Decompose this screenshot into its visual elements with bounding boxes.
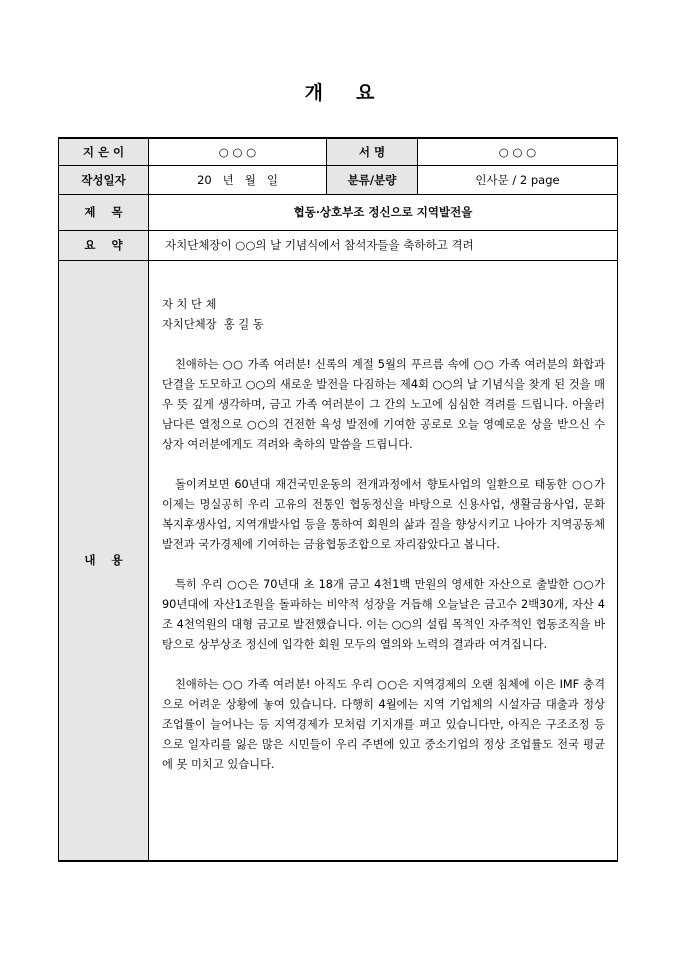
summary-label: 요 약 <box>59 230 149 260</box>
subject-label: 제 목 <box>59 194 149 230</box>
speaker-org: 자 치 단 체 <box>162 297 217 311</box>
row-date <box>59 165 618 194</box>
subject-value: 협동·상호부조 정신으로 지역발전을 <box>149 194 618 230</box>
speaker-name: 자치단체장 홍 길 동 <box>162 317 264 331</box>
paragraph-1: 친애하는 ○○ 가족 여러분! 신록의 계절 5월의 푸르름 속에 ○○ 가족 여러분의 화합과 단결을 도모하고 ○○의 새로운 발전을 다짐하는 제4회 ○○의 날 기념식을 찾게 된 것을 매우 뜻 깊게 생각하며, 금고 가족 여러분이 그 간의 노고에 심심한 격려를 드립니다. 아울러 남다른 열정으로 ○○의 건전한 육성 발전에 기여한 공로로 오늘 영예로운 상을 받으신 수상자 여러분에게도 격려와 축하의 말씀을 드립니다. <box>162 357 605 451</box>
content-label: 내 용 <box>59 260 149 861</box>
paragraph-3: 특히 우리 ○○은 70년대 초 18개 금고 4천1백 만원의 영세한 자산으로 출발한 ○○가 90년대에 자산1조원을 돌파하는 비약적 성장을 거듭해 오늘날은 금고수 2백30개, 자산 4조 4천억원의 대형 금고로 발전했습니다. 이는 ○○의 설립 목적인 자주적인 협동조직을 바탕으로 상부상조 정신에 입각한 회원 모두의 열의와 노력의 결과라 여겨집니다. <box>162 577 605 651</box>
author-value: ○ ○ ○ <box>149 138 327 165</box>
summary-value: 자치단체장이 ○○의 날 기념식에서 참석자들을 축하하고 격려 <box>149 230 618 260</box>
row-content <box>59 260 618 861</box>
row-subject <box>59 194 618 230</box>
page-title <box>0 78 680 105</box>
paragraph-2: 돌이켜보면 60년대 재건국민운동의 전개과정에서 향토사업의 일환으로 태동한 ○○가 이제는 명실공히 우리 고유의 전통인 협동정신을 바탕으로 신용사업, 생활금융사업, 문화복지후생사업, 지역개발사업 등을 통하여 회원의 삶과 질을 향상시키고 나아가 지역공동체 발전과 국가경제에 기여하는 금융협동조합으로 자리잡았다고 봅니다. <box>162 477 605 551</box>
category-label: 분류/분량 <box>327 165 418 194</box>
paragraph-4: 친애하는 ○○ 가족 여러분! 아직도 우리 ○○은 지역경제의 오랜 침체에 이은 IMF 충격으로 어려운 상황에 놓여 있습니다. 다행히 4월에는 지역 기업체의 시설자금 대출과 정상 조업률이 늘어나는 등 지역경제가 모처럼 기지개를 펴고 있습니다만, 아직은 구조조정 등으로 일자리를 잃은 많은 시민들이 우리 주변에 있고 중소기업의 정상 조업률도 전국 평균에 못 미치고 있습니다. <box>162 677 605 771</box>
overview-table <box>58 137 618 862</box>
content-body <box>149 260 618 861</box>
row-author <box>59 138 618 165</box>
page-title-right: 요 <box>356 82 376 104</box>
signature-value: ○ ○ ○ <box>418 138 618 165</box>
author-label: 지 은 이 <box>59 138 149 165</box>
date-value: 20 년 월 일 <box>149 165 327 194</box>
page-title-left: 개 <box>304 82 324 104</box>
category-value: 인사문 / 2 page <box>418 165 618 194</box>
speaker-block <box>162 295 605 335</box>
signature-label: 서 명 <box>327 138 418 165</box>
date-label: 작성일자 <box>59 165 149 194</box>
row-summary <box>59 230 618 260</box>
